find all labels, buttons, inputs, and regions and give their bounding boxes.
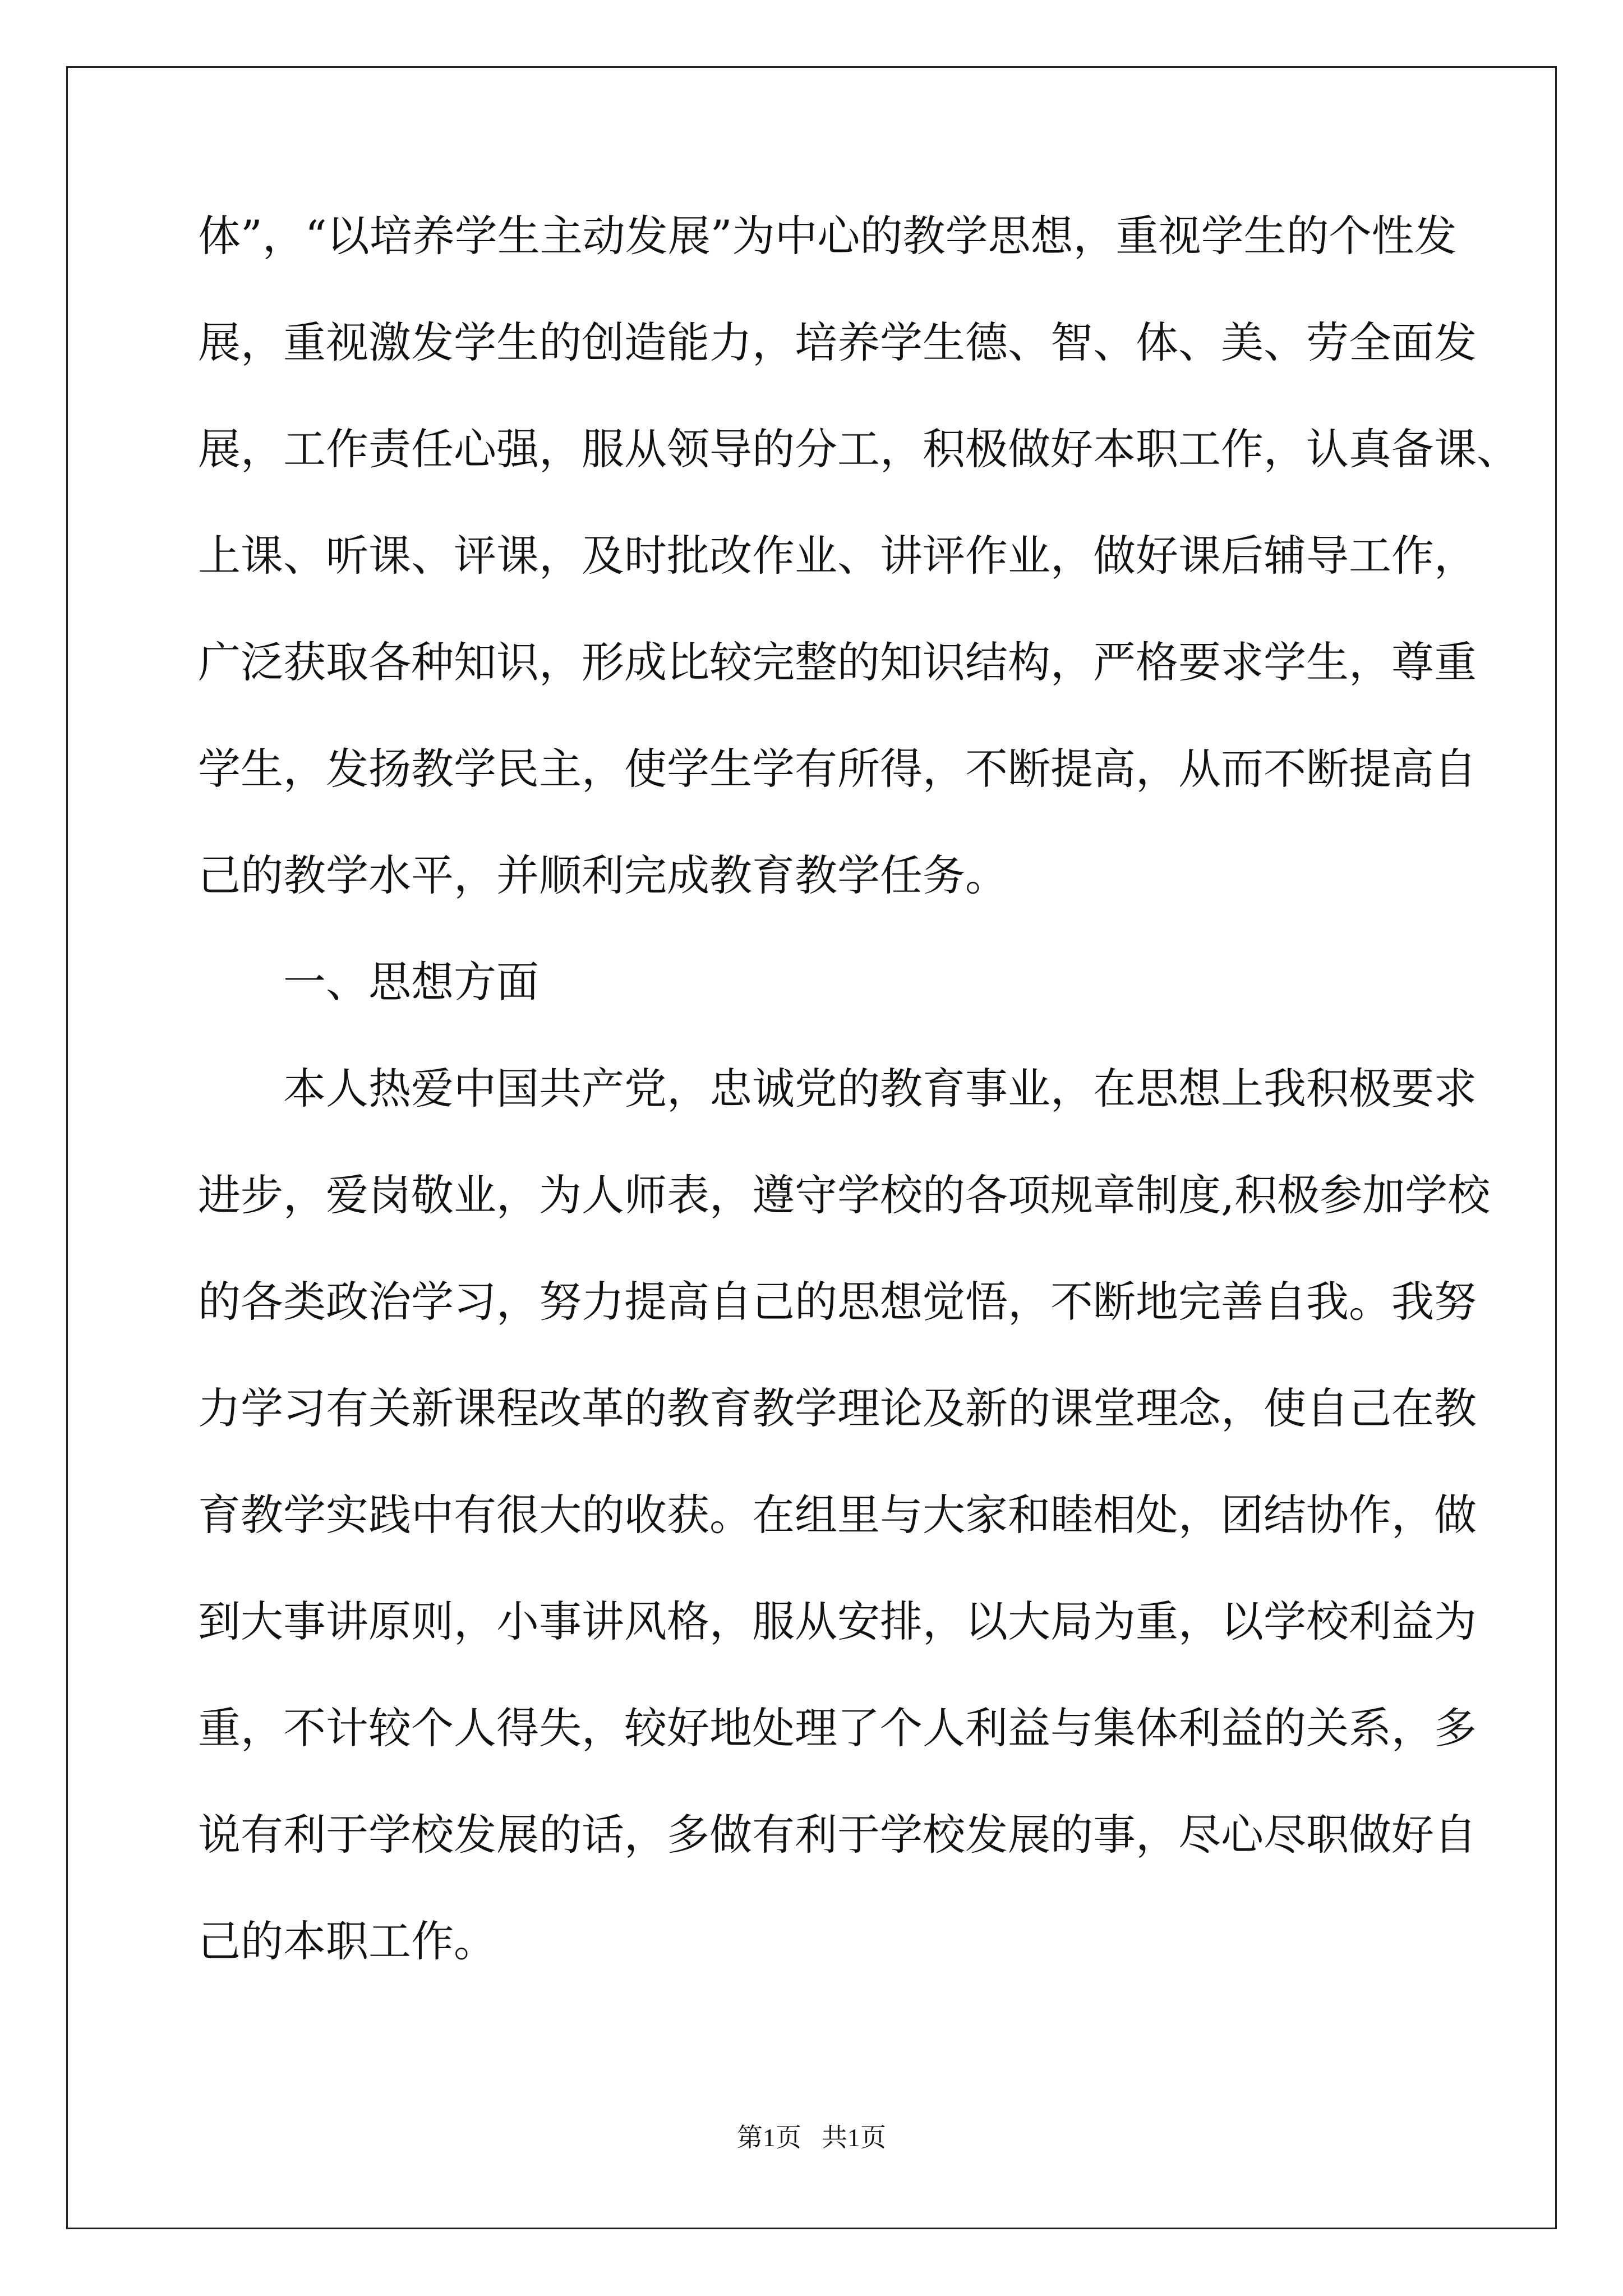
text-line-14: 到大事讲原则，小事讲风格，服从安排，以大局为重，以学校利益为 <box>198 1596 1477 1646</box>
text-line-10: 进步，爱岗敬业，为人师表，遵守学校的各项规章制度,积极参加学校 <box>198 1170 1491 1220</box>
text-line-16: 说有利于学校发展的话，多做有利于学校发展的事，尽心尽职做好自 <box>198 1810 1477 1860</box>
text-line-6: 学生，发扬教学民主，使学生学有所得，不断提高，从而不断提高自 <box>198 744 1477 794</box>
text-line-13: 育教学实践中有很大的收获。在组里与大家和睦相处，团结协作，做 <box>198 1490 1477 1540</box>
page-number: 第1页 <box>737 2123 801 2152</box>
document-body <box>198 211 1519 2027</box>
text-line-12: 力学习有关新课程改革的教育教学理论及新的课堂理念，使自己在教 <box>198 1383 1477 1433</box>
text-line-1: 体”，“以培养学生主动发展”为中心的教学思想，重视学生的个性发 <box>198 211 1457 261</box>
page-count: 共1页 <box>822 2123 886 2152</box>
page-footer <box>0 2124 1623 2152</box>
text-line-2: 展，重视激发学生的创造能力，培养学生德、智、体、美、劳全面发 <box>198 318 1477 367</box>
section-heading: 一、思想方面 <box>283 957 539 1007</box>
text-line-15: 重，不计较个人得失，较好地处理了个人利益与集体利益的关系，多 <box>198 1703 1477 1753</box>
text-line-9: 本人热爱中国共产党，忠诚党的教育事业，在思想上我积极要求 <box>283 1064 1477 1114</box>
text-line-4: 上课、听课、评课，及时批改作业、讲评作业，做好课后辅导工作， <box>198 531 1477 581</box>
text-line-3: 展，工作责任心强，服从领导的分工，积极做好本职工作，认真备课、 <box>198 424 1519 474</box>
text-line-7: 己的教学水平，并顺利完成教育教学任务。 <box>198 850 1008 900</box>
text-line-11: 的各类政治学习，努力提高自己的思想觉悟，不断地完善自我。我努 <box>198 1277 1477 1327</box>
text-line-5: 广泛获取各种知识，形成比较完整的知识结构，严格要求学生，尊重 <box>198 637 1477 687</box>
text-line-17: 己的本职工作。 <box>198 1916 496 1966</box>
